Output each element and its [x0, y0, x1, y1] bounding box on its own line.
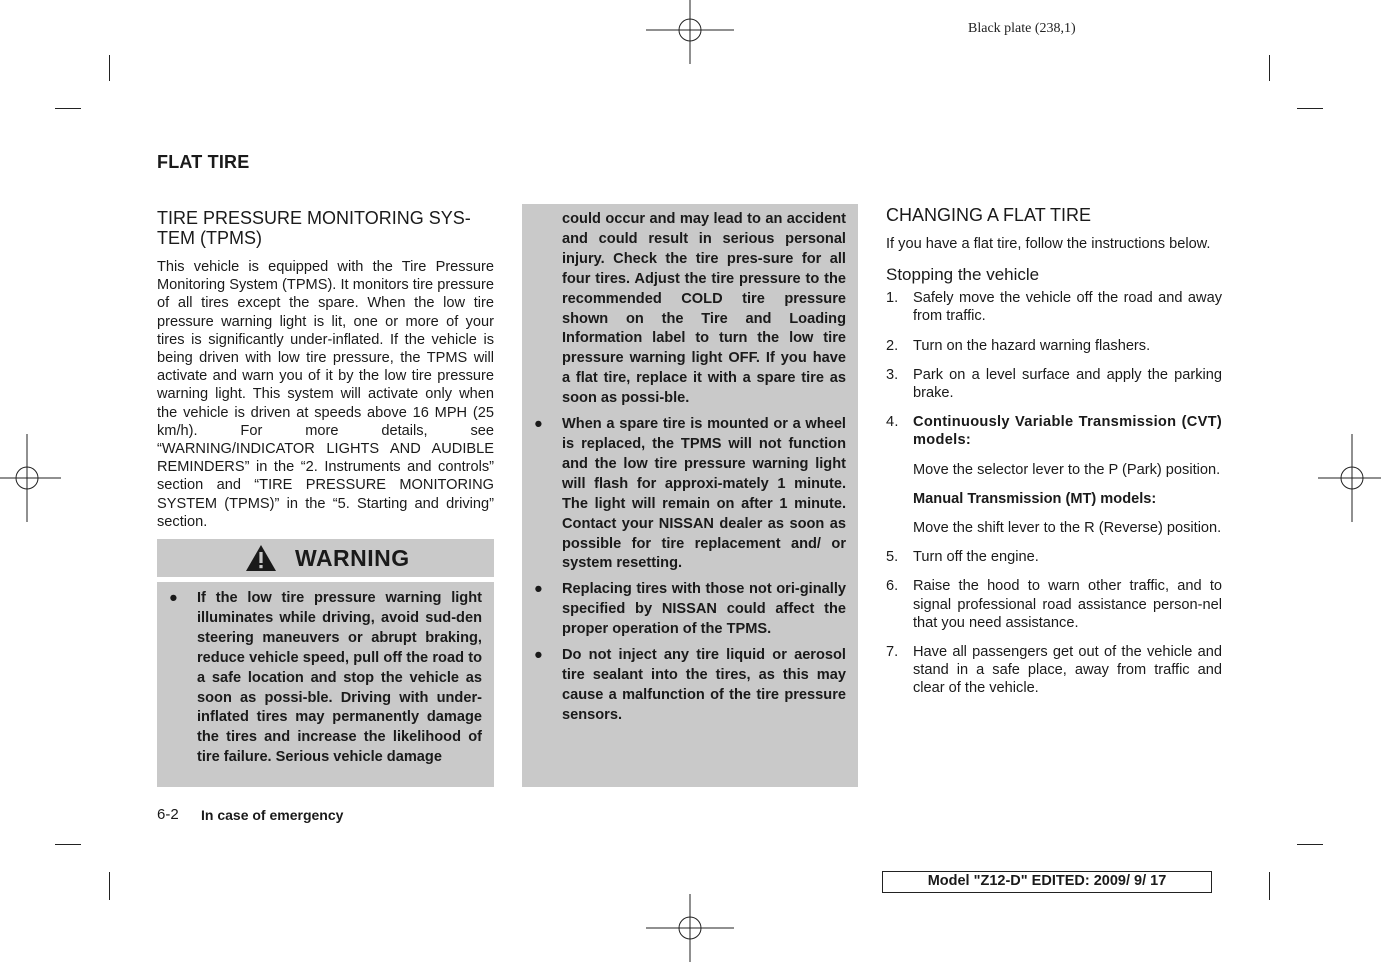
crop-mark: [55, 108, 81, 109]
registration-mark-icon: [0, 434, 71, 522]
tpms-section: [157, 208, 494, 531]
bullet-icon: ●: [169, 590, 178, 606]
bullet-icon: ●: [534, 581, 543, 598]
crop-mark: [1297, 108, 1323, 109]
registration-mark-icon: [646, 884, 734, 972]
crop-mark: [1297, 844, 1323, 845]
crop-mark: [109, 55, 110, 81]
bullet-icon: ●: [534, 647, 543, 664]
warning-item: [157, 589, 482, 768]
step-item: 6. Raise the hood to warn other traffic, and to signal professional road assistance person-nel that you need assistance.: [886, 578, 1222, 631]
registration-mark-icon: [1308, 434, 1381, 522]
warning-item-text: Replacing tires with those not ori-ginally specified by NISSAN could affect the proper operation of the TPMS.: [562, 581, 846, 638]
changing-section: [886, 205, 1222, 698]
bullet-icon: ●: [534, 416, 543, 433]
warning-list-right: [522, 210, 846, 726]
model-edited-box: Model "Z12-D" EDITED: 2009/ 9/ 17: [882, 871, 1212, 893]
steps-list: [886, 289, 1222, 697]
crop-mark: [109, 872, 110, 900]
page-number: 6-2: [157, 806, 179, 823]
mt-heading: Manual Transmission (MT) models:: [913, 490, 1157, 507]
warning-label: WARNING: [295, 545, 410, 571]
step-item: 4. Continuously Variable Transmission (CVT) models:: [886, 414, 1222, 449]
step-item: 2. Turn on the hazard warning flashers.: [886, 337, 1151, 354]
changing-heading: CHANGING A FLAT TIRE: [886, 205, 1092, 225]
warning-list-left: [157, 589, 482, 768]
warning-item: [522, 415, 846, 574]
cvt-instruction: Move the selector lever to the P (Park) position.: [913, 461, 1221, 478]
warning-item-text: could occur and may lead to an accident and could result in serious personal injury. Check the tire pres-sure for all four tires. Adjust the tire pressure to the recommended COLD tire pressure shown on the Tire and Loading Information label to turn the low tire pressure warning light OFF. If you have a flat tire, replace it with a spare tire as soon as possi-ble.: [562, 211, 846, 407]
warning-item-text: Do not inject any tire liquid or aerosol tire sealant into the tires, as this may cause a malfunction of the tire pressure sensors.: [562, 647, 846, 723]
step-item: 1. Safely move the vehicle off the road and away from traffic.: [886, 290, 1222, 325]
tpms-heading: TIRE PRESSURE MONITORING SYS- TEM (TPMS): [157, 208, 471, 248]
warning-item: [522, 646, 846, 726]
warning-item: [522, 580, 846, 640]
changing-intro: If you have a flat tire, follow the instructions below.: [886, 236, 1211, 252]
step-item: 3. Park on a level surface and apply the parking brake.: [886, 366, 1222, 402]
plate-label: Black plate (238,1): [968, 21, 1076, 36]
registration-mark-icon: [646, 0, 734, 74]
warning-item-continued: [522, 210, 846, 409]
step-item: 5. Turn off the engine.: [886, 549, 1039, 566]
crop-mark: [1269, 872, 1270, 900]
section-title: FLAT TIRE: [157, 152, 250, 172]
crop-mark: [55, 844, 81, 845]
mt-instruction: Move the shift lever to the R (Reverse) position.: [913, 520, 1222, 537]
crop-mark: [1269, 55, 1270, 81]
warning-triangle-icon: [245, 544, 277, 572]
warning-item-text: If the low tire pressure warning light illuminates while driving, avoid sud-den steering maneuvers or abrupt braking, reduce vehicle speed, pull off the road to a safe location and stop the vehicle as soon as possi-ble. Driving with under-inflated tires may permanently damage the tires and increase the likelihood of tire failure. Serious vehicle damage: [197, 590, 482, 766]
warning-item-text: When a spare tire is mounted or a wheel is replaced, the TPMS will not function and the low tire pressure warning light will flash for approxi-mately 1 minute. The light will remain on after 1 minute. Contact your NISSAN dealer as soon as possible for tire replacement and/ or system resetting.: [562, 416, 846, 572]
stopping-subheading: Stopping the vehicle: [886, 265, 1040, 285]
warning-header: [157, 539, 494, 577]
step-item: 7. Have all passengers get out of the vehicle and stand in a safe place, away from traffic and clear of the vehicle.: [886, 644, 1222, 697]
tpms-body: This vehicle is equipped with the Tire Pressure Monitoring System (TPMS). It monitors tire pressure of all tires except the spare. When the low tire pressure warning light is lit, one or more of your tires is significantly under-inflated. If the vehicle is being driven with low tire pressure, the TPMS will activate and warn you of it by the low tire pressure warning light. This system will activate only when the vehicle is driven at speeds above 16 MPH (25 km/h). For more details, see “WARNING/INDICATOR LIGHTS AND AUDIBLE REMINDERS” in the “2. Instruments and controls” section and “TIRE PRESSURE MONITORING SYSTEM (TPMS)” in the “5. Starting and driving” section.: [157, 259, 494, 530]
footer-section-name: In case of emergency: [201, 807, 344, 823]
